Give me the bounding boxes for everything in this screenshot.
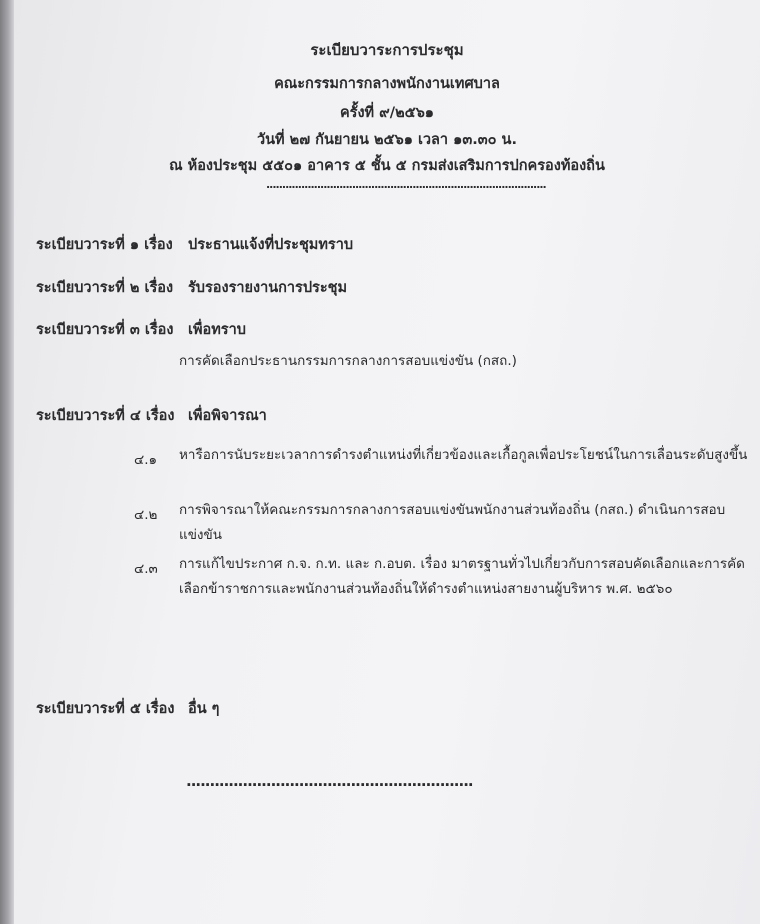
agenda-item-1 — [36, 233, 353, 256]
agenda-3-detail: การคัดเลือกประธานกรรมการกลางการสอบแข่งขัน (กสถ.) — [179, 353, 517, 369]
header-separator: ........................................................................................ — [266, 178, 546, 191]
meeting-venue: ณ ห้องประชุม ๕๕๐๑ อาคาร ๕ ชั้น ๕ กรมส่งเสริมการปกครองท้องถิ่น — [169, 158, 605, 174]
agenda-title: รับรองรายงานการประชุม — [188, 280, 348, 296]
agenda-title: ประธานแจ้งที่ประชุมทราบ — [188, 237, 354, 253]
agenda-item-4 — [36, 404, 267, 427]
agenda-label: ระเบียบวาระที่ ๕ เรื่อง — [36, 701, 175, 717]
committee-name: คณะกรรมการกลางพนักงานเทศบาล — [274, 76, 500, 92]
agenda-title: เพื่อทราบ — [188, 322, 246, 338]
document-page — [14, 0, 760, 924]
sub-item-number: ๔.๓ — [134, 561, 158, 577]
agenda-item-5 — [36, 697, 219, 720]
sub-item-text: การพิจารณาให้คณะกรรมการกลางการสอบแข่งขันพนักงานส่วนท้องถิ่น (กสถ.) ดำเนินการสอบแข่งขัน — [179, 502, 726, 543]
agenda-label: ระเบียบวาระที่ ๑ เรื่อง — [36, 237, 173, 253]
sub-item-number: ๔.๒ — [134, 507, 158, 523]
footer-separator: ............................................................. — [186, 772, 473, 790]
sub-item-number: ๔.๑ — [134, 452, 158, 468]
agenda-label: ระเบียบวาระที่ ๔ เรื่อง — [36, 408, 175, 424]
agenda-item-2 — [36, 276, 347, 299]
sub-item-text: การแก้ไขประกาศ ก.จ. ก.ท. และ ก.อบต. เรื่อง มาตรฐานทั่วไปเกี่ยวกับการสอบคัดเลือกและการคัดเลือกข้าราชการและพนักงานส่วนท้องถิ่นให้ดำรงตำแหน่งสายงานผู้บริหาร พ.ศ. ๒๕๖๐ — [179, 556, 745, 597]
session-number: ครั้งที่ ๙/๒๕๖๑ — [339, 105, 435, 121]
document-title: ระเบียบวาระการประชุม — [310, 41, 464, 59]
agenda-title: เพื่อพิจารณา — [188, 408, 267, 424]
sub-item-text: หารือการนับระยะเวลาการดำรงตำแหน่งที่เกี่ยวข้องและเกื้อกูลเพื่อประโยชน์ในการเลื่อนระดับสูงขึ้น — [179, 447, 748, 463]
agenda-label: ระเบียบวาระที่ ๓ เรื่อง — [36, 322, 174, 338]
agenda-item-3 — [36, 318, 246, 341]
meeting-datetime: วันที่ ๒๗ กันยายน ๒๕๖๑ เวลา ๑๓.๓๐ น. — [257, 132, 517, 148]
agenda-label: ระเบียบวาระที่ ๒ เรื่อง — [36, 280, 174, 296]
page-shadow-edge — [0, 0, 14, 924]
agenda-title: อื่น ๆ — [188, 701, 220, 717]
